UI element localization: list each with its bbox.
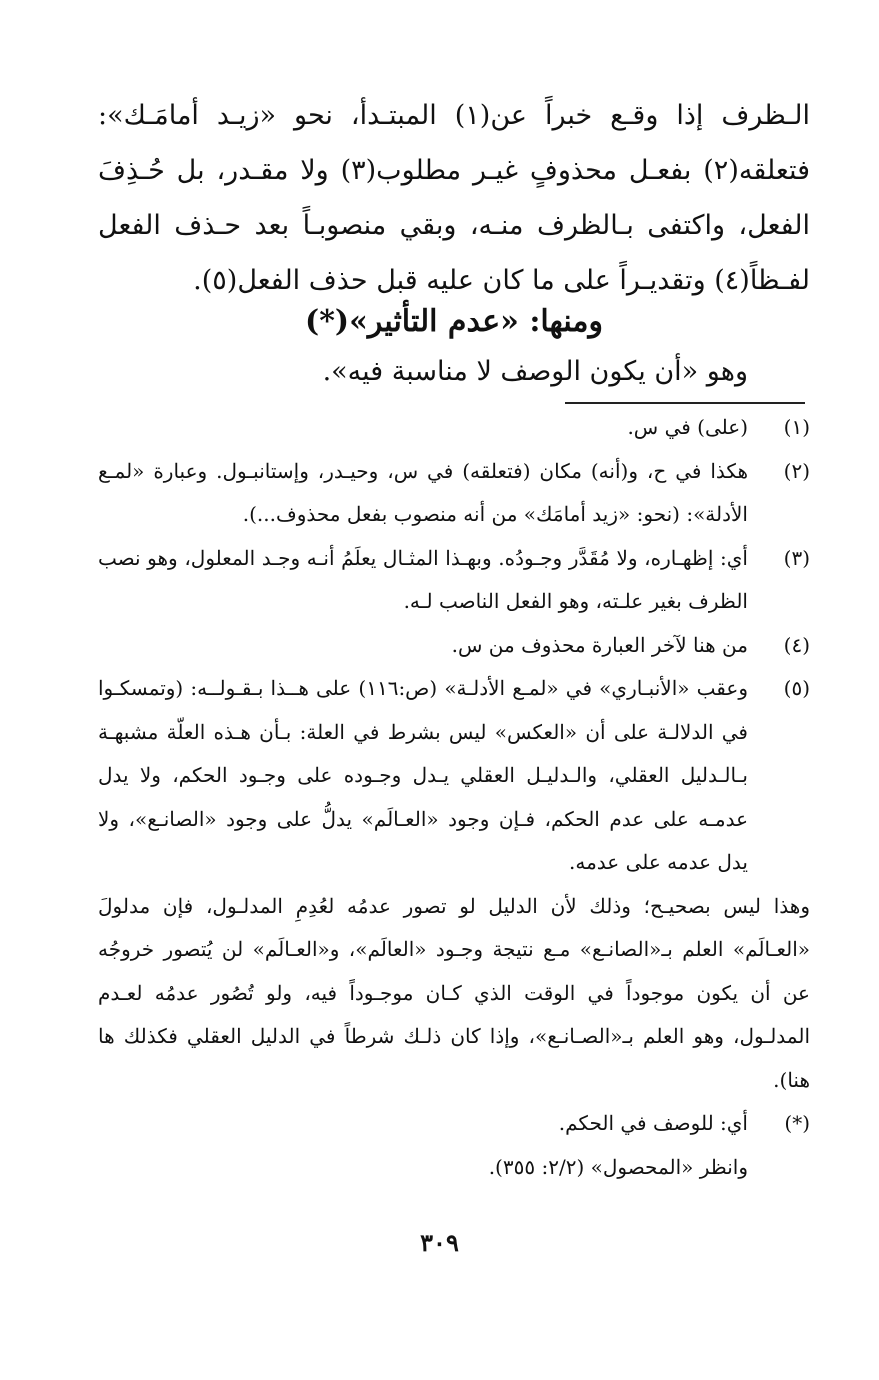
footnote-text: من هنا لآخر العبارة محذوف من س. [451,632,748,657]
footnote-number: (٣) [783,545,810,570]
definition-line: وهو «أن يكون الوصف لا مناسبة فيه». [322,356,748,387]
main-text [98,88,810,308]
footnotes [98,406,810,1189]
footnote-text: أي: إظهـاره، ولا مُقَدَّر وجـودُه. وبهـذا المثـال يعلَمُ أنـه وجـد المعلول، وهو نصب الظرف بغير علـته، وهو الفعل الناصب لـه. [98,545,748,613]
footnote-text: وعقب «الأنبـاري» في «لمـع الأدلـة» (ص:١١٦) على هــذا بـقـولــه: (وتمسكـوا في الدلالـة على أن «العكس» ليس بشرط في العلة: بـأن هـذه العلّة مشبهـة بـالـدليل العقلي، والـدليـل العقلي يـدل وجـوده على وجـود الحكم، ولا يدل عدمـه على عدم الحكم، فـإن وجود «العـالَم» يدلُّ على وجود «الصانـع»، ولا يدل عدمه على عدمه. [98,676,748,874]
footnote-text: أي: للوصف في الحكم. [558,1111,748,1135]
footnote-2 [98,450,810,537]
footnote-4 [98,624,810,668]
section-heading: ومنها: «عدم التأثير»(*) [305,304,603,339]
main-paragraph: الـظرف إذا وقـع خبراً عن(١) المبتـدأ، نحو «زيـد أمامَـك»: فتعلقه(٢) بفعـل محذوفٍ غيـر مطلوب(٣) ولا مقـدر، بل حُـذِفَ الفعل، واكتفى بـالظرف منـه، وبقي منصوبـاً بعد حـذف الفعل لفـظاً(٤) وتقديـراً على ما كان عليه قبل حذف الفعل(٥). [98,100,810,296]
footnote-separator [565,402,805,404]
footnote-5-continuation: وهذا ليس بصحيـح؛ وذلك لأن الدليل لو تصور عدمُه لعُدِمِ المدلـول، فإن مدلولَ «العـالَم» العلم بـ«الصانـع» مـع نتيجة وجـود «العالَم»، و«العـالَم» لن يُتصور خروجُه عن أن يكون موجوداً في الوقت الذي كـان موجـوداً فيه، ولو تُصُور عدمُه لعـدم المدلـول، وهو العلم بـ«الصـانـع»، وإذا كان ذلـك شرطاً في الدليل العقلي فكذلك ها هنا). [98,893,810,1092]
footnote-number: (٢) [783,458,810,483]
footnote-text: (على) في س. [627,415,748,439]
footnote-number: (١) [783,415,810,439]
footnote-number: (٥) [783,676,810,700]
page-number: ٣٠٩ [420,1228,459,1257]
footnote-number: (*) [784,1111,810,1135]
footnote-number: (٤) [783,632,810,657]
footnote-1 [98,406,810,450]
footnote-3 [98,537,810,624]
footnote-star [98,1102,810,1189]
footnote-text: هكذا في ح، و(أنه) مكان (فتعلقه) في س، وحيـدر، وإستانبـول. وعبارة «لمـع الأدلة»: (نحو: «زيد أمامَك» من أنه منصوب بفعل محذوف...). [98,458,748,526]
footnote-5 [98,667,810,885]
footnote-text: وانظر «المحصول» (٢/٢: ٣٥٥). [488,1154,748,1179]
